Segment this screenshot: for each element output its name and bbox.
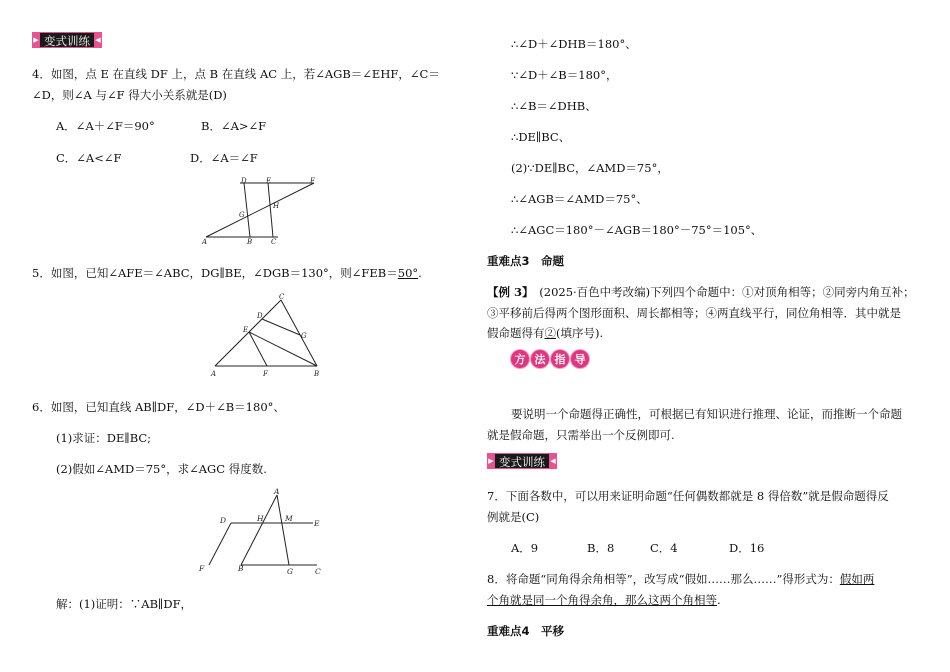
q5-end: . xyxy=(418,266,422,280)
method-guide-badge xyxy=(511,350,589,368)
fig3-label-f: F xyxy=(199,564,205,573)
badge-char-4: 导 xyxy=(571,350,589,368)
practice-tag xyxy=(32,32,102,48)
q6-part1: (1)求证：DE∥BC; xyxy=(56,431,152,445)
badge-char-2: 法 xyxy=(531,350,549,368)
figure-q6 xyxy=(195,485,330,577)
example3-line1 xyxy=(487,284,915,300)
fig3-label-m: M xyxy=(285,514,293,523)
example3-text3: 假命题得有 xyxy=(487,326,545,340)
practice-tag-2 xyxy=(487,453,557,469)
q5-text xyxy=(32,265,422,281)
fig1-label-f: F xyxy=(310,177,315,185)
example3-line3 xyxy=(487,325,603,341)
q4-option-d: D．∠A＝∠F xyxy=(190,151,258,165)
q7-option-a: A．9 xyxy=(511,541,539,555)
fig1-label-h: H xyxy=(273,202,280,210)
q7-option-b: B．8 xyxy=(587,541,615,555)
fig2-label-c: C xyxy=(279,293,285,301)
fig2-label-d: D xyxy=(257,312,263,320)
q7-line1: 7．下面各数中，可以用来证明命题“任何偶数都就是 8 得倍数”就是假命题得反 xyxy=(487,489,889,503)
figure-q4 xyxy=(200,176,325,248)
badge-char-3: 指 xyxy=(551,350,569,368)
step-2: ∵∠D＋∠B＝180°， xyxy=(511,68,618,82)
fig2-label-b: B xyxy=(314,370,320,378)
q4-line2: ∠D，则∠A 与∠F 得大小关系就是(D) xyxy=(32,88,227,102)
left-triangle-icon: ◀ xyxy=(549,453,557,469)
q8-answer-part1: 假如两 xyxy=(839,572,875,586)
fig2-label-g: G xyxy=(301,332,307,340)
practice-tag-2-label: 变式训练 xyxy=(495,453,549,469)
left-triangle-icon: ◀ xyxy=(94,32,102,48)
q8-line1 xyxy=(487,571,874,587)
step-3: ∴∠B＝∠DHB、 xyxy=(511,99,597,113)
q4-option-b: B．∠A>∠F xyxy=(201,119,267,133)
solution-start: 解：(1)证明：∵AB∥DF， xyxy=(56,597,193,611)
q5-answer: 50° xyxy=(397,266,419,280)
method-line2: 就是假命题，只需举出一个反例即可. xyxy=(487,428,675,442)
practice-tag-label: 变式训练 xyxy=(40,32,94,48)
q6-part2: (2)假如∠AMD＝75°，求∠AGC 得度数. xyxy=(56,462,267,476)
q8-answer-part2: 个角就是同一个角得余角，那么这两个角相等 xyxy=(487,593,717,607)
key-point-4-heading: 重难点4 平移 xyxy=(487,624,565,638)
example3-text1: (2025·百色中考改编)下列四个命题中：①对顶角相等；②同旁内角互补； xyxy=(539,285,915,299)
q5-question: 5．如图，已知∠AFE＝∠ABC，DG∥BE，∠DGB＝130°，则∠FEB＝ xyxy=(32,266,398,280)
fig1-label-c: C xyxy=(271,238,277,246)
key-point-3-heading: 重难点3 命题 xyxy=(487,254,565,268)
fig1-label-a: A xyxy=(202,238,208,246)
fig1-label-e: E xyxy=(266,177,272,185)
q8-line2 xyxy=(487,592,721,608)
step-7: ∴∠AGC＝180°－∠AGB＝180°－75°＝105°、 xyxy=(511,223,763,237)
q4-option-c: C．∠A<∠F xyxy=(56,151,122,165)
fig1-label-d: D xyxy=(241,177,247,185)
q4-option-a: A．∠A＋∠F＝90° xyxy=(56,119,155,133)
fig2-label-e: E xyxy=(243,326,249,334)
right-triangle-icon: ▶ xyxy=(487,453,495,469)
step-1: ∴∠D＋∠DHB＝180°、 xyxy=(511,37,637,51)
fig3-label-e: E xyxy=(314,519,320,528)
q7-line2: 例就是(C) xyxy=(487,510,540,524)
step-4: ∴DE∥BC、 xyxy=(511,130,571,144)
q7-option-d: D．16 xyxy=(729,541,765,555)
fig3-label-b: B xyxy=(238,564,244,573)
q7-option-c: C．4 xyxy=(650,541,678,555)
method-line1: 要说明一个命题得正确性，可根据已有知识进行推理、论证，而推断一个命题 xyxy=(511,407,902,421)
fig3-label-d: D xyxy=(220,516,227,525)
figure-q5 xyxy=(205,290,325,380)
fig2-label-a: A xyxy=(211,370,217,378)
example3-suffix: (填序号). xyxy=(556,326,604,340)
fig3-label-a: A xyxy=(274,487,280,496)
example3-line2: ③平移前后得两个图形面积、周长都相等；④两直线平行，同位角相等．其中就是 xyxy=(487,306,901,320)
step-5: (2)∵DE∥BC，∠AMD＝75°， xyxy=(511,161,669,175)
fig3-label-g: G xyxy=(287,567,293,576)
q6-line1: 6．如图，已知直线 AB∥DF，∠D＋∠B＝180°、 xyxy=(32,400,285,414)
right-triangle-icon: ▶ xyxy=(32,32,40,48)
q8-end: . xyxy=(717,593,721,607)
step-6: ∴∠AGB＝∠AMD＝75°、 xyxy=(511,192,648,206)
fig3-label-c: C xyxy=(315,567,321,576)
q4-line1: 4．如图，点 E 在直线 DF 上，点 B 在直线 AC 上，若∠AGB＝∠EHF，∠C＝ xyxy=(32,67,440,81)
q8-question: 8．将命题“同角得余角相等”，改写成“假如……那么……”得形式为： xyxy=(487,572,840,586)
fig1-label-g: G xyxy=(239,211,245,219)
example3-answer: ② xyxy=(544,326,556,340)
fig2-label-f: F xyxy=(263,370,268,378)
example3-label: 【例 3】 xyxy=(487,285,528,299)
badge-char-1: 方 xyxy=(511,350,529,368)
fig3-label-h: H xyxy=(257,514,264,523)
fig1-label-b: B xyxy=(247,238,253,246)
